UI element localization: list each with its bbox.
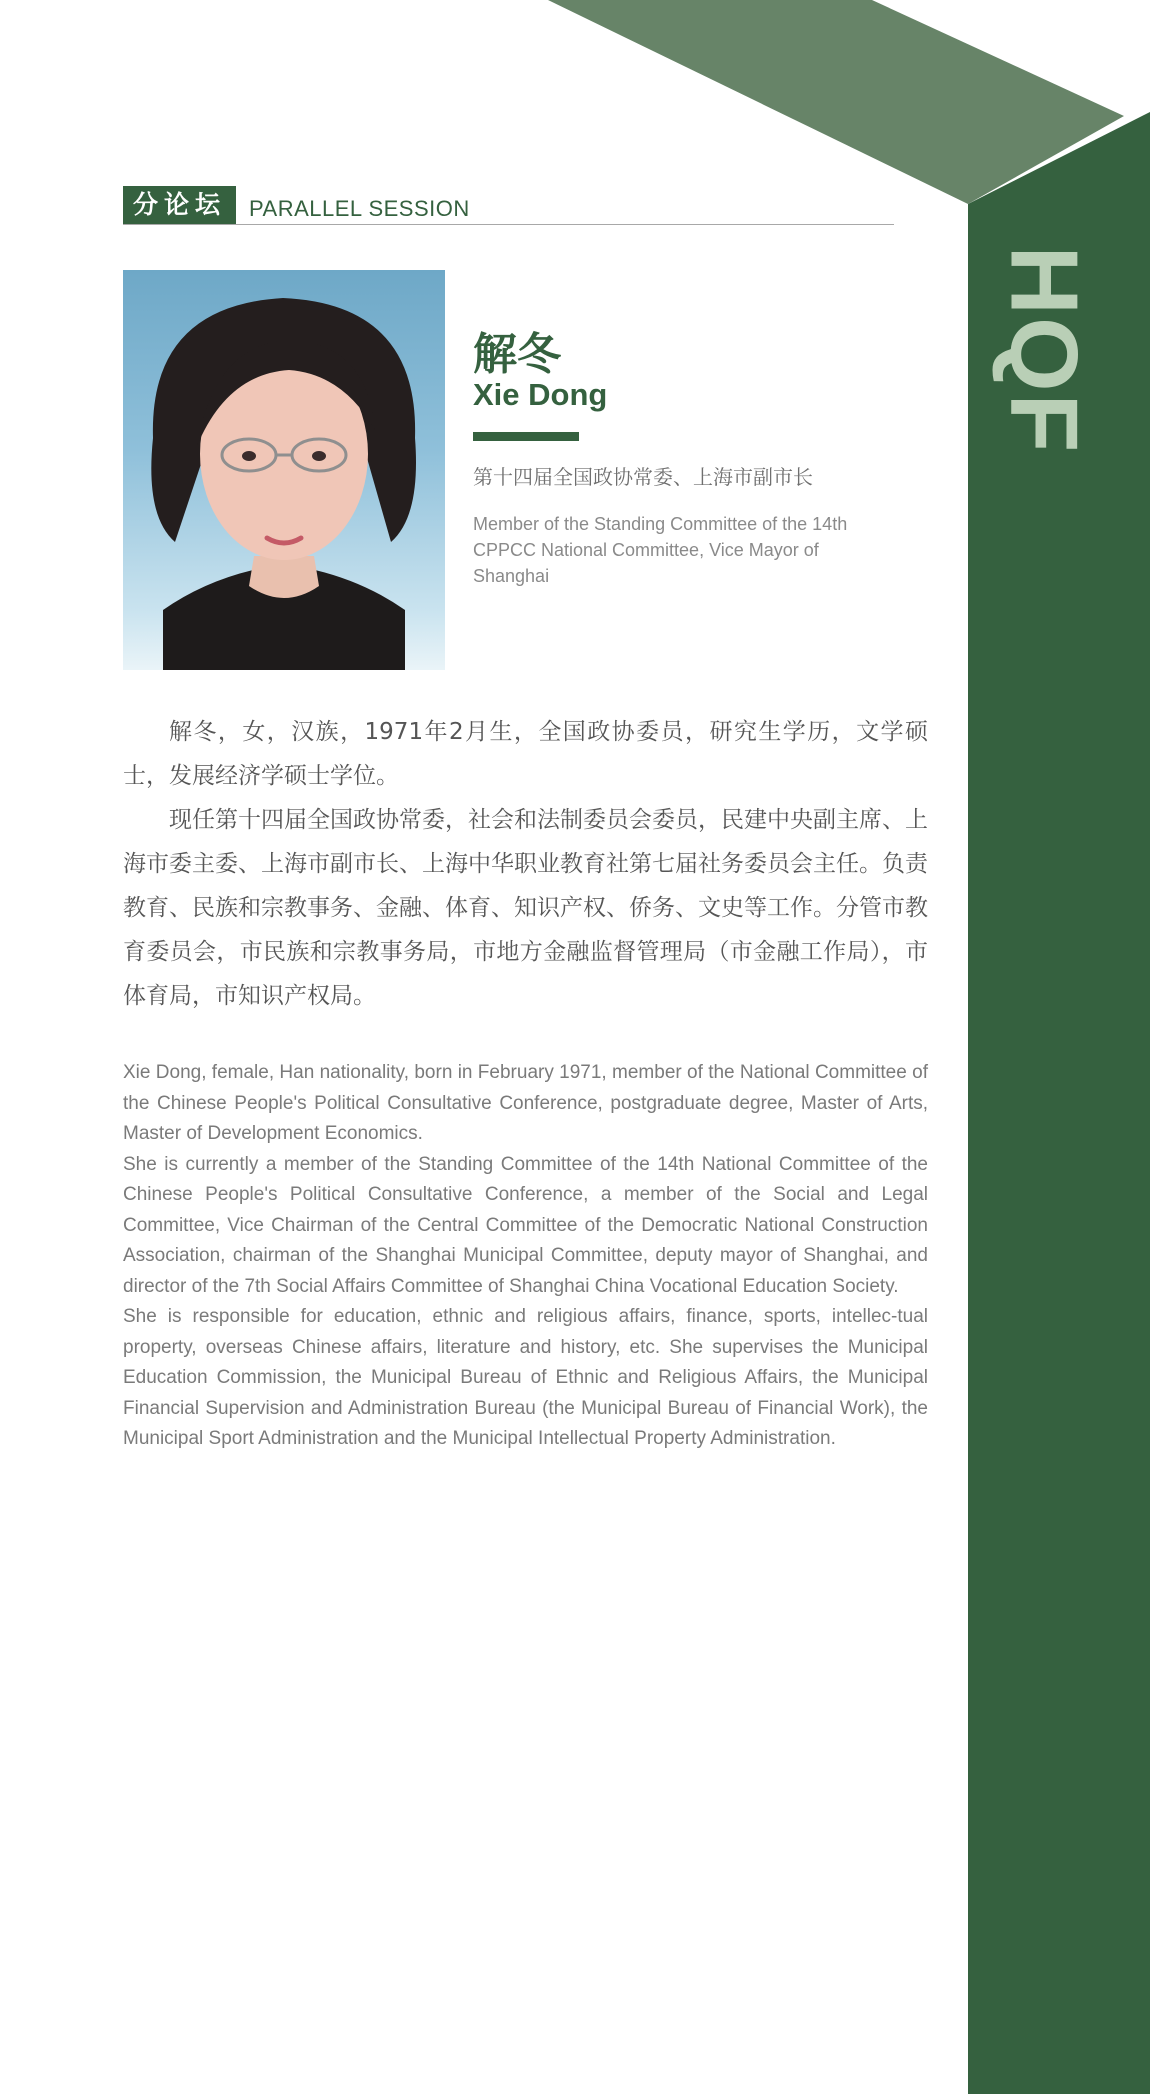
biography-en (123, 1058, 928, 1455)
section-tag-en: PARALLEL SESSION (249, 196, 470, 221)
side-brand-title (968, 230, 1118, 470)
bio-en-paragraph: Xie Dong, female, Han nationality, born in February 1971, member of the National Committee of the Chinese People's Political Consultative Conference, postgraduate degree, Master of Arts, Master of Development Economics. (123, 1062, 928, 1144)
biography-cn (123, 710, 928, 1018)
section-tag-cn: 分论坛 (123, 186, 236, 224)
bio-en-paragraph: She is currently a member of the Standing Committee of the 14th National Committee of the Chinese People's Political Consultative Conference, a member of the Social and Legal Committee, Vice Chairman of the Central Committee of the Democratic National Construction Association, chairman of the Shanghai Municipal Committee, deputy mayor of Shanghai, and director of the 7th Social Affairs Committee of Shanghai China Vocational Education Society. (123, 1153, 928, 1297)
speaker-name-cn: 解冬 (473, 329, 561, 380)
bio-cn-paragraph: 解冬，女，汉族，1971年2月生，全国政协委员，研究生学历，文学硕士，发展经济学硕士学位。 (123, 719, 928, 789)
bio-en-paragraph: She is responsible for education, ethnic and religious affairs, finance, sports, intellec-tual property, overseas Chinese affairs, literature and history, etc. She supervises the Municipal Education Commission, the Municipal Bureau of Ethnic and Religious Affairs, the Municipal Financial Supervision and Administration Bureau (the Municipal Bureau of Financial Work), the Municipal Sport Administration and the Municipal Intellectual Property Administration. (123, 1306, 928, 1449)
name-underline (473, 432, 579, 441)
bio-cn-paragraph: 现任第十四届全国政协常委，社会和法制委员会委员，民建中央副主席、上海市委主委、上海市副市长、上海中华职业教育社第七届社务委员会主任。负责教育、民族和宗教事务、金融、体育、知识产权、侨务、文史等工作。分管市教育委员会，市民族和宗教事务局，市地方金融监督管理局（市金融工作局），市体育局，市知识产权局。 (123, 807, 928, 1009)
section-header (123, 186, 894, 225)
speaker-title-en: Member of the Standing Committee of the 14th CPPCC National Committee, Vice Mayor of Shanghai (473, 514, 848, 586)
side-brand-text: HQF (990, 245, 1098, 455)
speaker-title-cn: 第十四届全国政协常委、上海市副市长 (473, 465, 813, 489)
portrait-illustration (123, 270, 445, 670)
speaker-portrait (123, 270, 445, 670)
speaker-name-en: Xie Dong (473, 377, 608, 412)
